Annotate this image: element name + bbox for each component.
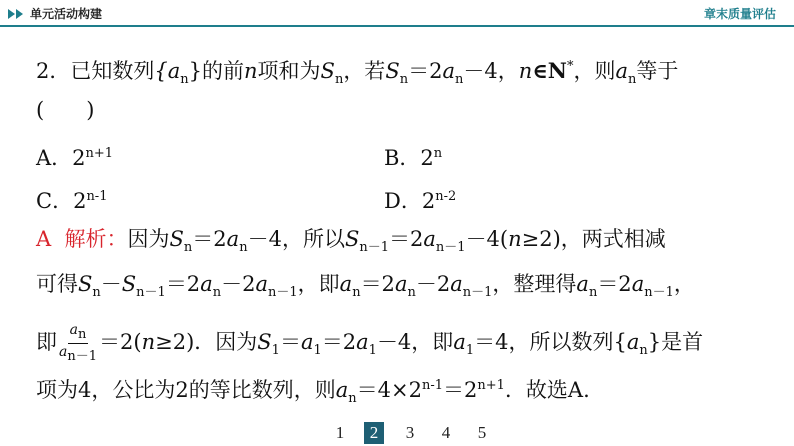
answer-letter: A	[36, 227, 52, 251]
option-d[interactable]: D．2$^{n-2}$	[384, 189, 457, 213]
page-1-button[interactable]: 1	[335, 423, 345, 442]
answer-paren: ( )	[36, 98, 95, 122]
question-line: 2．已知数列$\{a_n\}$的前n项和为$S_n$，若$S_n=2a_n-4$，n∈N*，则$a_n$等于	[36, 58, 679, 88]
solution-line-3: 即 $\frac{a_n}{a_{n-1}}$ ＝2(n≥2)．因为$S_1=a_1=2a_1-4$，即$a_1=4$，所以数列$\{a_n\}$是首	[36, 322, 704, 364]
header-left	[8, 5, 102, 22]
section-title: 单元活动构建	[30, 7, 103, 21]
page-2-button[interactable]: 2	[364, 422, 384, 444]
page-5-button[interactable]: 5	[477, 423, 487, 442]
analysis-label: 解析：	[64, 227, 128, 251]
solution-line-4: 项为4，公比为2的等比数列，则$a_n=4\times 2^{n-1}=2^{n+1}$．故选A.	[36, 378, 590, 407]
chapter-link[interactable]: 章末质量评估	[703, 7, 776, 21]
solution-line-2: 可得$S_n-S_{n-1}=2a_n-2a_{n-1}$，即$a_n=2a_n-2a_{n-1}$，整理得$a_n=2a_{n-1}$，	[36, 272, 695, 301]
option-b[interactable]: B．2$^n$	[384, 146, 443, 170]
option-c[interactable]: C．2$^{n-1}$	[36, 189, 108, 213]
pagination	[0, 422, 794, 444]
page-4-button[interactable]: 4	[441, 423, 451, 442]
double-play-icon	[8, 9, 24, 19]
solution-line-1: A 解析：因为$S_n=2a_n-4$，所以$S_{n-1}=2a_{n-1}-4(n\ge 2)$，两式相减	[36, 227, 666, 256]
option-a[interactable]: A．$2^{n+1}$	[36, 146, 114, 170]
header-divider	[0, 25, 794, 27]
page-3-button[interactable]: 3	[405, 423, 415, 442]
header-bar	[0, 0, 794, 26]
fraction: $\frac{a_n}{a_{n-1}}$	[59, 322, 98, 364]
